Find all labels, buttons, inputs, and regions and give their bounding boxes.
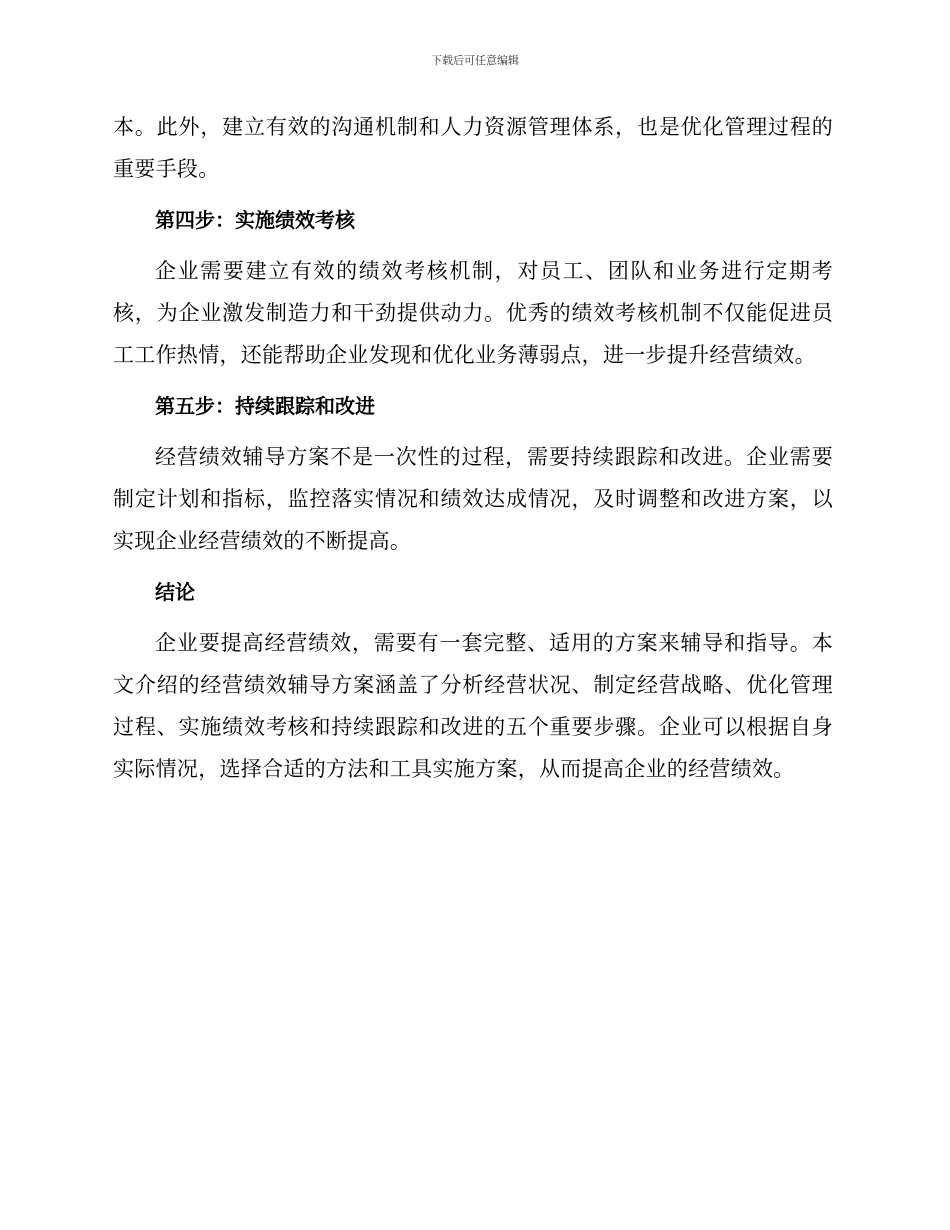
paragraph-step4: 企业需要建立有效的绩效考核机制，对员工、团队和业务进行定期考核，为企业激发制造力和干劲提供动力。优秀的绩效考核机制不仅能促进员工工作热情，还能帮助企业发现和优化业务薄弱点，进一步提升经营绩效。 xyxy=(113,259,833,367)
paragraph-step5: 经营绩效辅导方案不是一次性的过程，需要持续跟踪和改进。企业需要制定计划和指标，监控落实情况和绩效达成情况，及时调整和改进方案，以实现企业经营绩效的不断提高。 xyxy=(113,445,833,553)
section-heading-step5: 第五步：持续跟踪和改进 xyxy=(155,394,375,418)
paragraph-continued: 本。此外，建立有效的沟通机制和人力资源管理体系，也是优化管理过程的重要手段。 xyxy=(113,115,833,181)
paragraph-conclusion: 企业要提高经营绩效，需要有一套完整、适用的方案来辅导和指导。本文介绍的经营绩效辅导方案涵盖了分析经营状况、制定经营战略、优化管理过程、实施绩效考核和持续跟踪和改进的五个重要步骤。企业可以根据自身实际情况，选择合适的方法和工具实施方案，从而提高企业的经营绩效。 xyxy=(113,631,833,781)
section-heading-step4: 第四步：实施绩效考核 xyxy=(155,208,355,232)
page-header: 下载后可任意编辑 xyxy=(431,54,519,67)
section-heading-conclusion: 结论 xyxy=(155,580,195,604)
document-body xyxy=(113,106,833,800)
